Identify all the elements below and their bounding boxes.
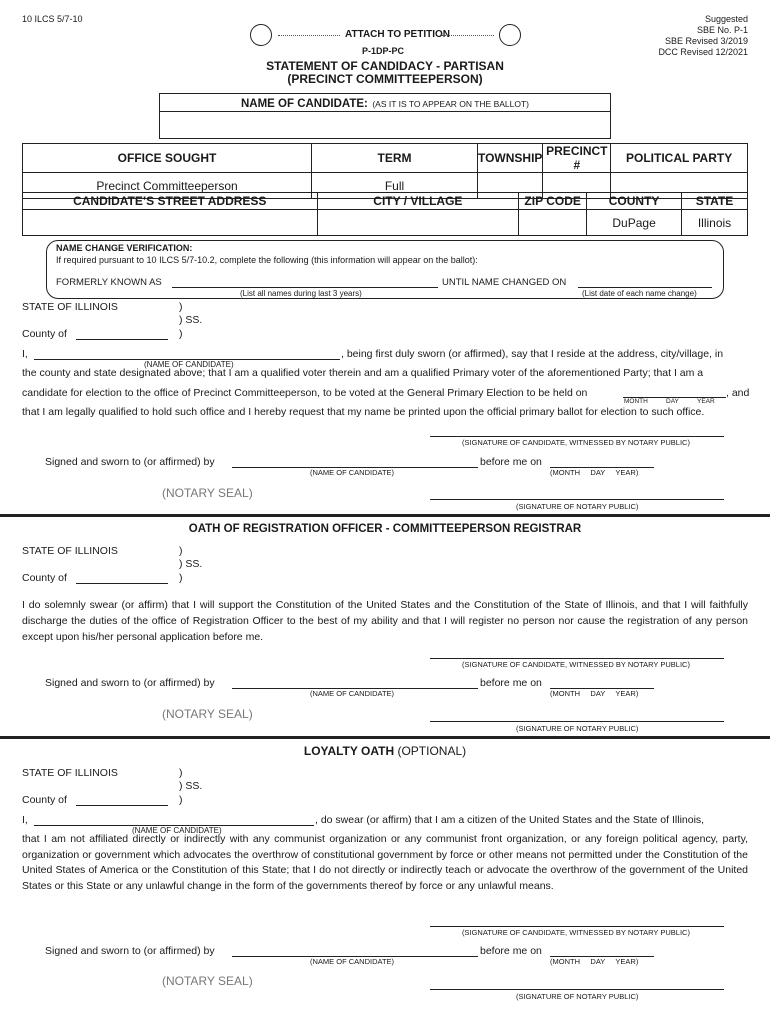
venue-paren: ) [179,767,183,779]
venue-state: STATE OF ILLINOIS [22,545,118,557]
candidate-signature-caption: (SIGNATURE OF CANDIDATE, WITNESSED BY NOTARY PUBLIC) [462,438,690,447]
notary-signature-caption: (SIGNATURE OF NOTARY PUBLIC) [516,502,639,511]
street-address-field[interactable] [23,210,318,236]
zip-code-field[interactable] [519,210,587,236]
loyalty-line-1: , do swear (or affirm) that I am a citizen of the United States and the State of Illinois, [315,814,705,826]
statement-i: I, [22,348,28,360]
signed-sworn-label: Signed and sworn to (or affirmed) by [45,677,215,689]
venue-paren: ) [179,328,183,340]
sworn-name-caption: (NAME OF CANDIDATE) [310,957,395,966]
oath-registration-title: OATH OF REGISTRATION OFFICER - COMMITTEEPERSON REGISTRAR [188,523,582,535]
county-value[interactable]: DuPage [587,210,682,236]
notary-seal-label: (NOTARY SEAL) [162,974,253,988]
venue-paren: ) [179,794,183,806]
loyalty-oath-title: LOYALTY OATH [303,744,395,758]
venue-state: STATE OF ILLINOIS [22,767,118,779]
venue-paren: ) [179,572,183,584]
header-office-sought: OFFICE SOUGHT [23,144,312,173]
candidate-name-header [160,94,610,112]
revision-block [658,14,748,58]
title-line-1: STATEMENT OF CANDIDACY - PARTISAN [266,59,504,73]
sworn-date-caption: (MONTH DAY YEAR) [550,957,639,966]
notary-signature-line[interactable] [430,499,724,500]
name-change-instructions: If required pursuant to 10 ILCS 5/7-10.2, complete the following (this information will appear on the ballot): [56,255,478,265]
county-label: County of [22,328,67,340]
county-field[interactable] [76,339,168,340]
signed-sworn-label: Signed and sworn to (or affirmed) by [45,456,215,468]
header-county: COUNTY [587,193,682,210]
loyalty-name-caption: (NAME OF CANDIDATE) [132,826,222,835]
before-me-label: before me on [480,456,542,468]
loyalty-i: I, [22,814,28,826]
loyalty-oath-heading [0,744,770,758]
statement-and: , and [726,387,750,399]
notary-seal-label: (NOTARY SEAL) [162,707,253,721]
header-city-village: CITY / VILLAGE [317,193,519,210]
header-term: TERM [312,144,478,173]
candidate-signature-caption: (SIGNATURE OF CANDIDATE, WITNESSED BY NOTARY PUBLIC) [462,660,690,669]
before-me-label: before me on [480,677,542,689]
venue-ss: ) SS. [179,314,203,326]
oath-registration-text: I do solemnly swear (or affirm) that I will support the Constitution of the United States and the Constitution of the State of Illinois, and that I will faithfully discharge the duties of the office of Registration Officer to the best of my ability and that I will register no person nor cause the registration of any person except upon his/her personal application before me. [22,599,748,643]
county-label: County of [22,572,67,584]
sworn-date-caption: (MONTH DAY YEAR) [550,468,639,477]
candidate-signature-line[interactable] [430,436,724,437]
formerly-known-as-label: FORMERLY KNOWN AS [56,277,162,288]
section-divider [0,736,770,739]
header-street-address: CANDIDATE’S STREET ADDRESS [23,193,318,210]
header-township: TOWNSHIP [477,144,542,173]
form-code: P-1DP-PC [362,46,405,56]
list-names-caption: (List all names during last 3 years) [240,289,362,298]
name-change-date-field[interactable] [578,287,712,288]
sworn-name-caption: (NAME OF CANDIDATE) [310,468,395,477]
before-me-label: before me on [480,945,542,957]
signed-sworn-label: Signed and sworn to (or affirmed) by [45,945,215,957]
candidate-name-field[interactable] [160,112,610,138]
candidate-signature-caption: (SIGNATURE OF CANDIDATE, WITNESSED BY NOTARY PUBLIC) [462,928,690,937]
dcc-revision: DCC Revised 12/2021 [658,47,748,57]
until-name-changed-label: UNTIL NAME CHANGED ON [442,277,567,288]
candidate-name-note: (AS IT IS TO APPEAR ON THE BALLOT) [372,99,530,109]
section-divider [0,514,770,517]
venue-ss: ) SS. [179,558,203,570]
header-state: STATE [682,193,748,210]
month-caption: MONTH [624,398,648,405]
candidate-signature-line[interactable] [430,658,724,659]
sbe-revision: SBE Revised 3/2019 [664,36,748,46]
sworn-name-caption: (NAME OF CANDIDATE) [310,689,395,698]
statement-line-1: , being first duly sworn (or affirmed), say that I reside at the address, city/village, in [341,348,724,360]
circle-icon [250,24,272,46]
office-sought-value[interactable]: Precinct Committeeperson [23,173,312,199]
form-title [185,60,585,86]
notary-signature-caption: (SIGNATURE OF NOTARY PUBLIC) [516,724,639,733]
title-line-2: (PRECINCT COMMITTEEPERSON) [287,72,483,86]
header-precinct: PRECINCT # [543,144,611,173]
list-dates-caption: (List date of each name change) [582,289,697,298]
city-village-field[interactable] [317,210,519,236]
term-value[interactable]: Full [312,173,478,199]
day-caption: DAY [666,398,679,405]
county-label: County of [22,794,67,806]
loyalty-oath-optional: (OPTIONAL) [397,744,467,758]
name-change-title: NAME CHANGE VERIFICATION: [56,243,193,253]
divider [278,35,340,36]
statement-line-4: that I am legally qualified to hold such office and I hereby request that my name be printed upon the official primary ballot for election to such office. [22,406,705,418]
county-field[interactable] [76,805,168,806]
notary-signature-caption: (SIGNATURE OF NOTARY PUBLIC) [516,992,639,1001]
candidate-name-box [159,93,611,139]
header-political-party: POLITICAL PARTY [611,144,748,173]
office-table [22,143,748,199]
candidate-name-label: NAME OF CANDIDATE: [240,98,368,110]
notary-signature-line[interactable] [430,989,724,990]
address-table [22,192,748,236]
statement-line-2: the county and state designated above; that I am a qualified voter therein and am a qualified Primary voter of the aforementioned Party; that I am a [22,367,704,379]
state-value[interactable]: Illinois [682,210,748,236]
venue-ss: ) SS. [179,780,203,792]
statement-line-3: candidate for election to the office of Precinct Committeeperson, to be voted at the General Primary Election to be held on [22,387,588,399]
suggested-label: Suggested [704,14,748,24]
attach-label: ATTACH TO PETITION [345,29,450,40]
notary-signature-line[interactable] [430,721,724,722]
divider [442,35,494,36]
circle-icon [499,24,521,46]
formerly-known-as-field[interactable] [172,287,438,288]
candidate-signature-line[interactable] [430,926,724,927]
loyalty-oath-text: that I am not affiliated directly or indirectly with any communist organization or any communist front organization, or any foreign political agency, party, organization or government which advocates the overthrow of constitutional government by force or other means not permitted under the Constitution of the United States of America or the Constitution of this State; that I do not directly or indirectly teach or advocate the overthrow of the government of the United States or this State or any unlawful change in the form of the governments thereof by force or any unlawful means. [22,833,748,892]
county-field[interactable] [76,583,168,584]
sbe-number: SBE No. P-1 [696,25,748,35]
sworn-date-caption: (MONTH DAY YEAR) [550,689,639,698]
venue-paren: ) [179,545,183,557]
name-of-candidate-caption: (NAME OF CANDIDATE) [144,360,234,369]
year-caption: YEAR [697,398,715,405]
header-zip-code: ZIP CODE [519,193,587,210]
venue-paren: ) [179,301,183,313]
venue-state: STATE OF ILLINOIS [22,301,118,313]
statute-reference: 10 ILCS 5/7-10 [22,14,83,24]
notary-seal-label: (NOTARY SEAL) [162,486,253,500]
